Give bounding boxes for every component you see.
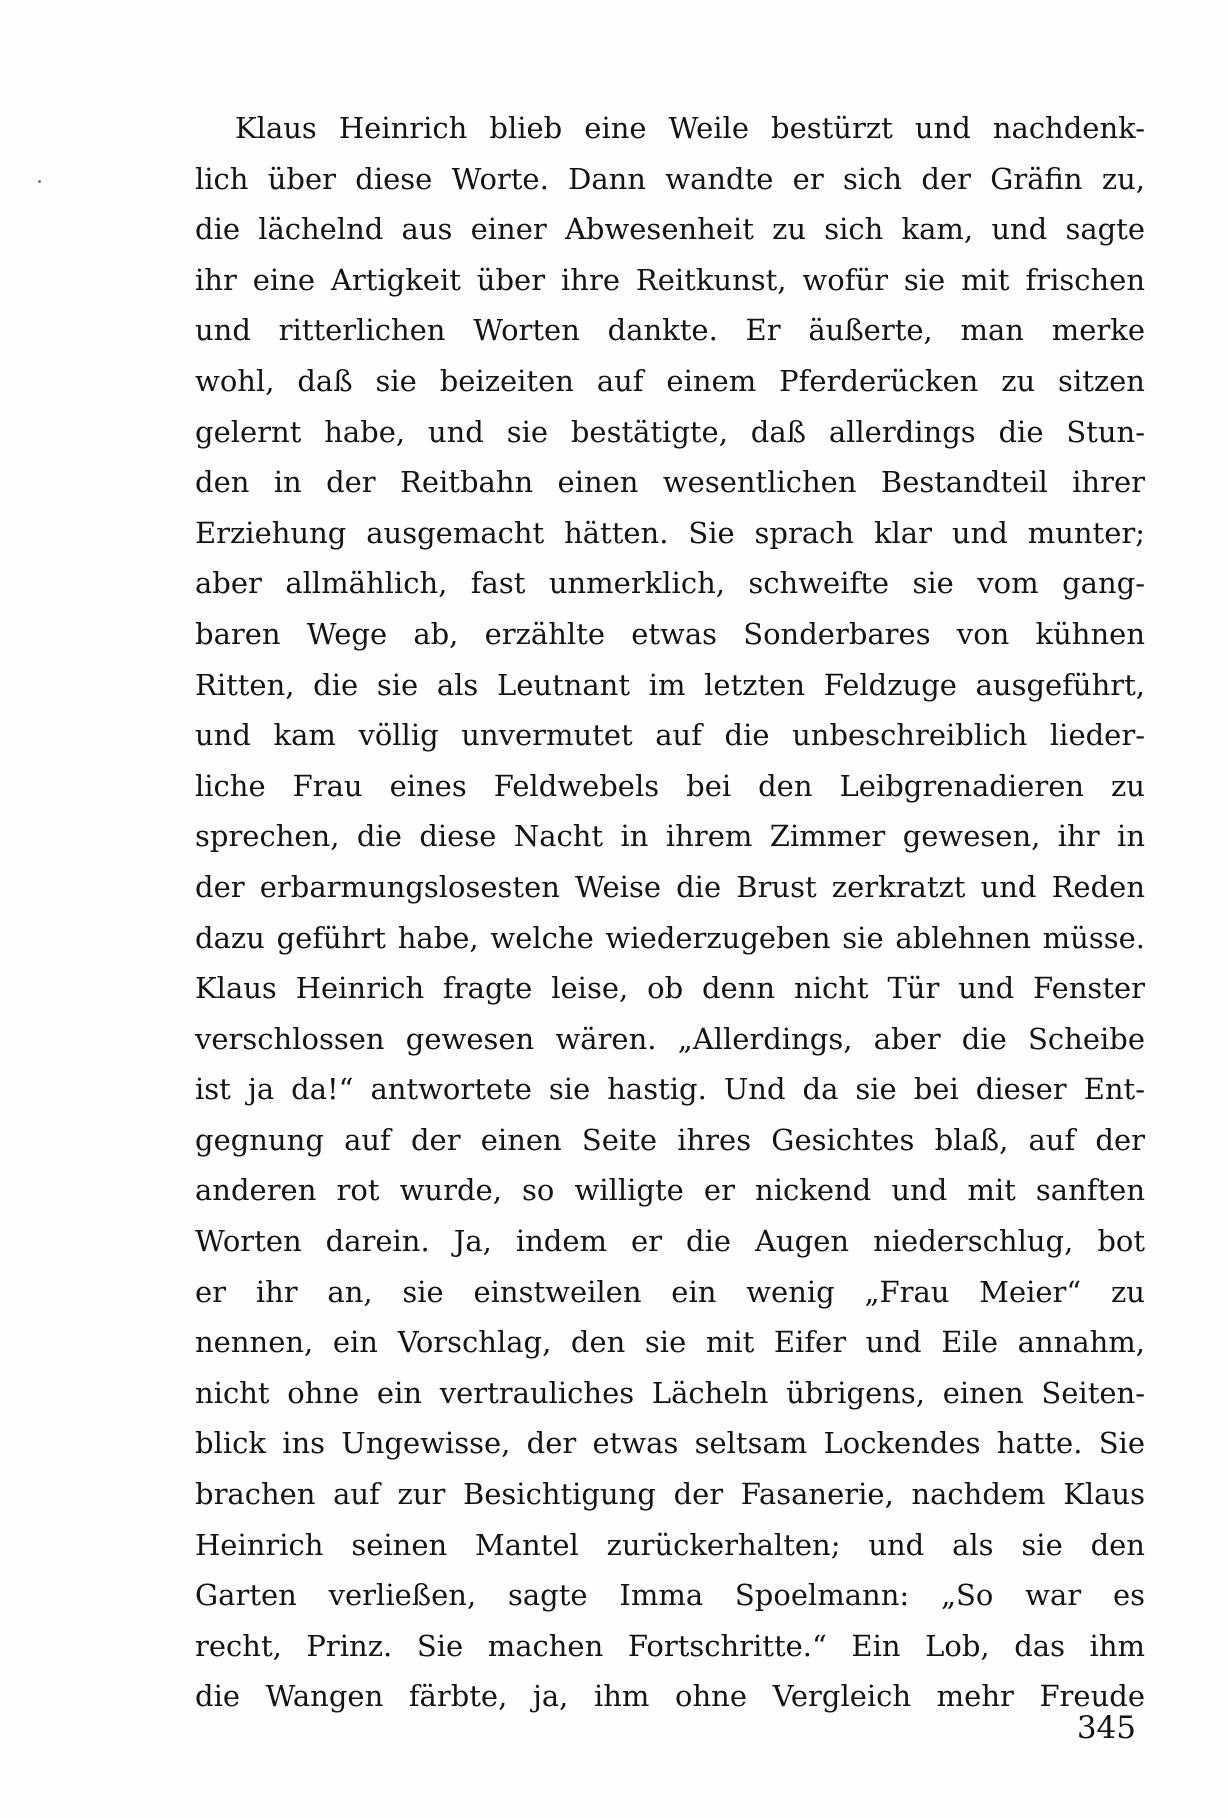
text-line: ihr eine Artigkeit über ihre Reitkunst, wofür sie mit frischen — [195, 262, 1145, 297]
text-line: lich über diese Worte. Dann wandte er sich der Gräfin zu, — [195, 161, 1145, 196]
text-line: Worten darein. Ja, indem er die Augen niederschlug, bot — [195, 1224, 1145, 1259]
text-line: und ritterlichen Worten dankte. Er äußerte, man merke — [195, 313, 1145, 348]
text-line: Heinrich seinen Mantel zurückerhalten; und als sie den — [195, 1527, 1145, 1562]
text-line: nennen, ein Vorschlag, den sie mit Eifer und Eile annahm, — [195, 1325, 1145, 1360]
text-line: recht, Prinz. Sie machen Fortschritte.“ Ein Lob, das ihm — [195, 1628, 1145, 1663]
text-line: Klaus Heinrich blieb eine Weile bestürzt und nachdenk- — [235, 111, 1145, 145]
text-line: baren Wege ab, erzählte etwas Sonderbares von kühnen — [195, 616, 1145, 651]
text-line: gegnung auf der einen Seite ihres Gesichtes blaß, auf der — [195, 1122, 1145, 1157]
text-line: und kam völlig unvermutet auf die unbeschreiblich lieder- — [195, 718, 1145, 753]
text-line: wohl, daß sie beizeiten auf einem Pferderücken zu sitzen — [195, 363, 1145, 398]
text-line: aber allmählich, fast unmerklich, schweifte sie vom gang- — [195, 566, 1145, 601]
text-line: verschlossen gewesen wären. „Allerdings, aber die Scheibe — [195, 1021, 1145, 1056]
text-line: Garten verließen, sagte Imma Spoelmann: „So war es — [195, 1578, 1145, 1613]
text-line: anderen rot wurde, so willigte er nickend und mit sanften — [195, 1173, 1145, 1208]
text-line: Ritten, die sie als Leutnant im letzten Feldzuge ausgeführt, — [195, 667, 1145, 702]
text-line: Erziehung ausgemacht hätten. Sie sprach klar und munter; — [195, 515, 1145, 550]
text-line: liche Frau eines Feldwebels bei den Leibgrenadieren zu — [195, 768, 1145, 803]
text-line: der erbarmungslosesten Weise die Brust zerkratzt und Reden — [195, 869, 1145, 904]
text-line: die Wangen färbte, ja, ihm ohne Vergleich mehr Freude — [195, 1679, 1145, 1714]
text-line: er ihr an, sie einstweilen ein wenig „Frau Meier“ zu — [195, 1274, 1145, 1309]
text-line: blick ins Ungewisse, der etwas seltsam Lockendes hatte. Sie — [195, 1426, 1145, 1461]
text-line: Klaus Heinrich fragte leise, ob denn nicht Tür und Fenster — [195, 971, 1145, 1006]
text-line: sprechen, die diese Nacht in ihrem Zimmer gewesen, ihr in — [195, 819, 1145, 854]
text-line: brachen auf zur Besichtigung der Fasanerie, nachdem Klaus — [195, 1477, 1145, 1512]
text-line: dazu geführt habe, welche wiederzugeben sie ablehnen müsse. — [195, 920, 1145, 955]
scan-speck — [38, 180, 41, 183]
text-line: die lächelnd aus einer Abwesenheit zu sich kam, und sagte — [195, 212, 1145, 247]
page-number: 345 — [1076, 1710, 1136, 1746]
body-text — [195, 103, 1145, 1722]
text-line: den in der Reitbahn einen wesentlichen Bestandteil ihrer — [195, 465, 1145, 500]
text-line: nicht ohne ein vertrauliches Lächeln übrigens, einen Seiten- — [195, 1375, 1145, 1410]
text-line: ist ja da!“ antwortete sie hastig. Und da sie bei dieser Ent- — [195, 1072, 1145, 1107]
text-line: gelernt habe, und sie bestätigte, daß allerdings die Stun- — [195, 414, 1145, 449]
